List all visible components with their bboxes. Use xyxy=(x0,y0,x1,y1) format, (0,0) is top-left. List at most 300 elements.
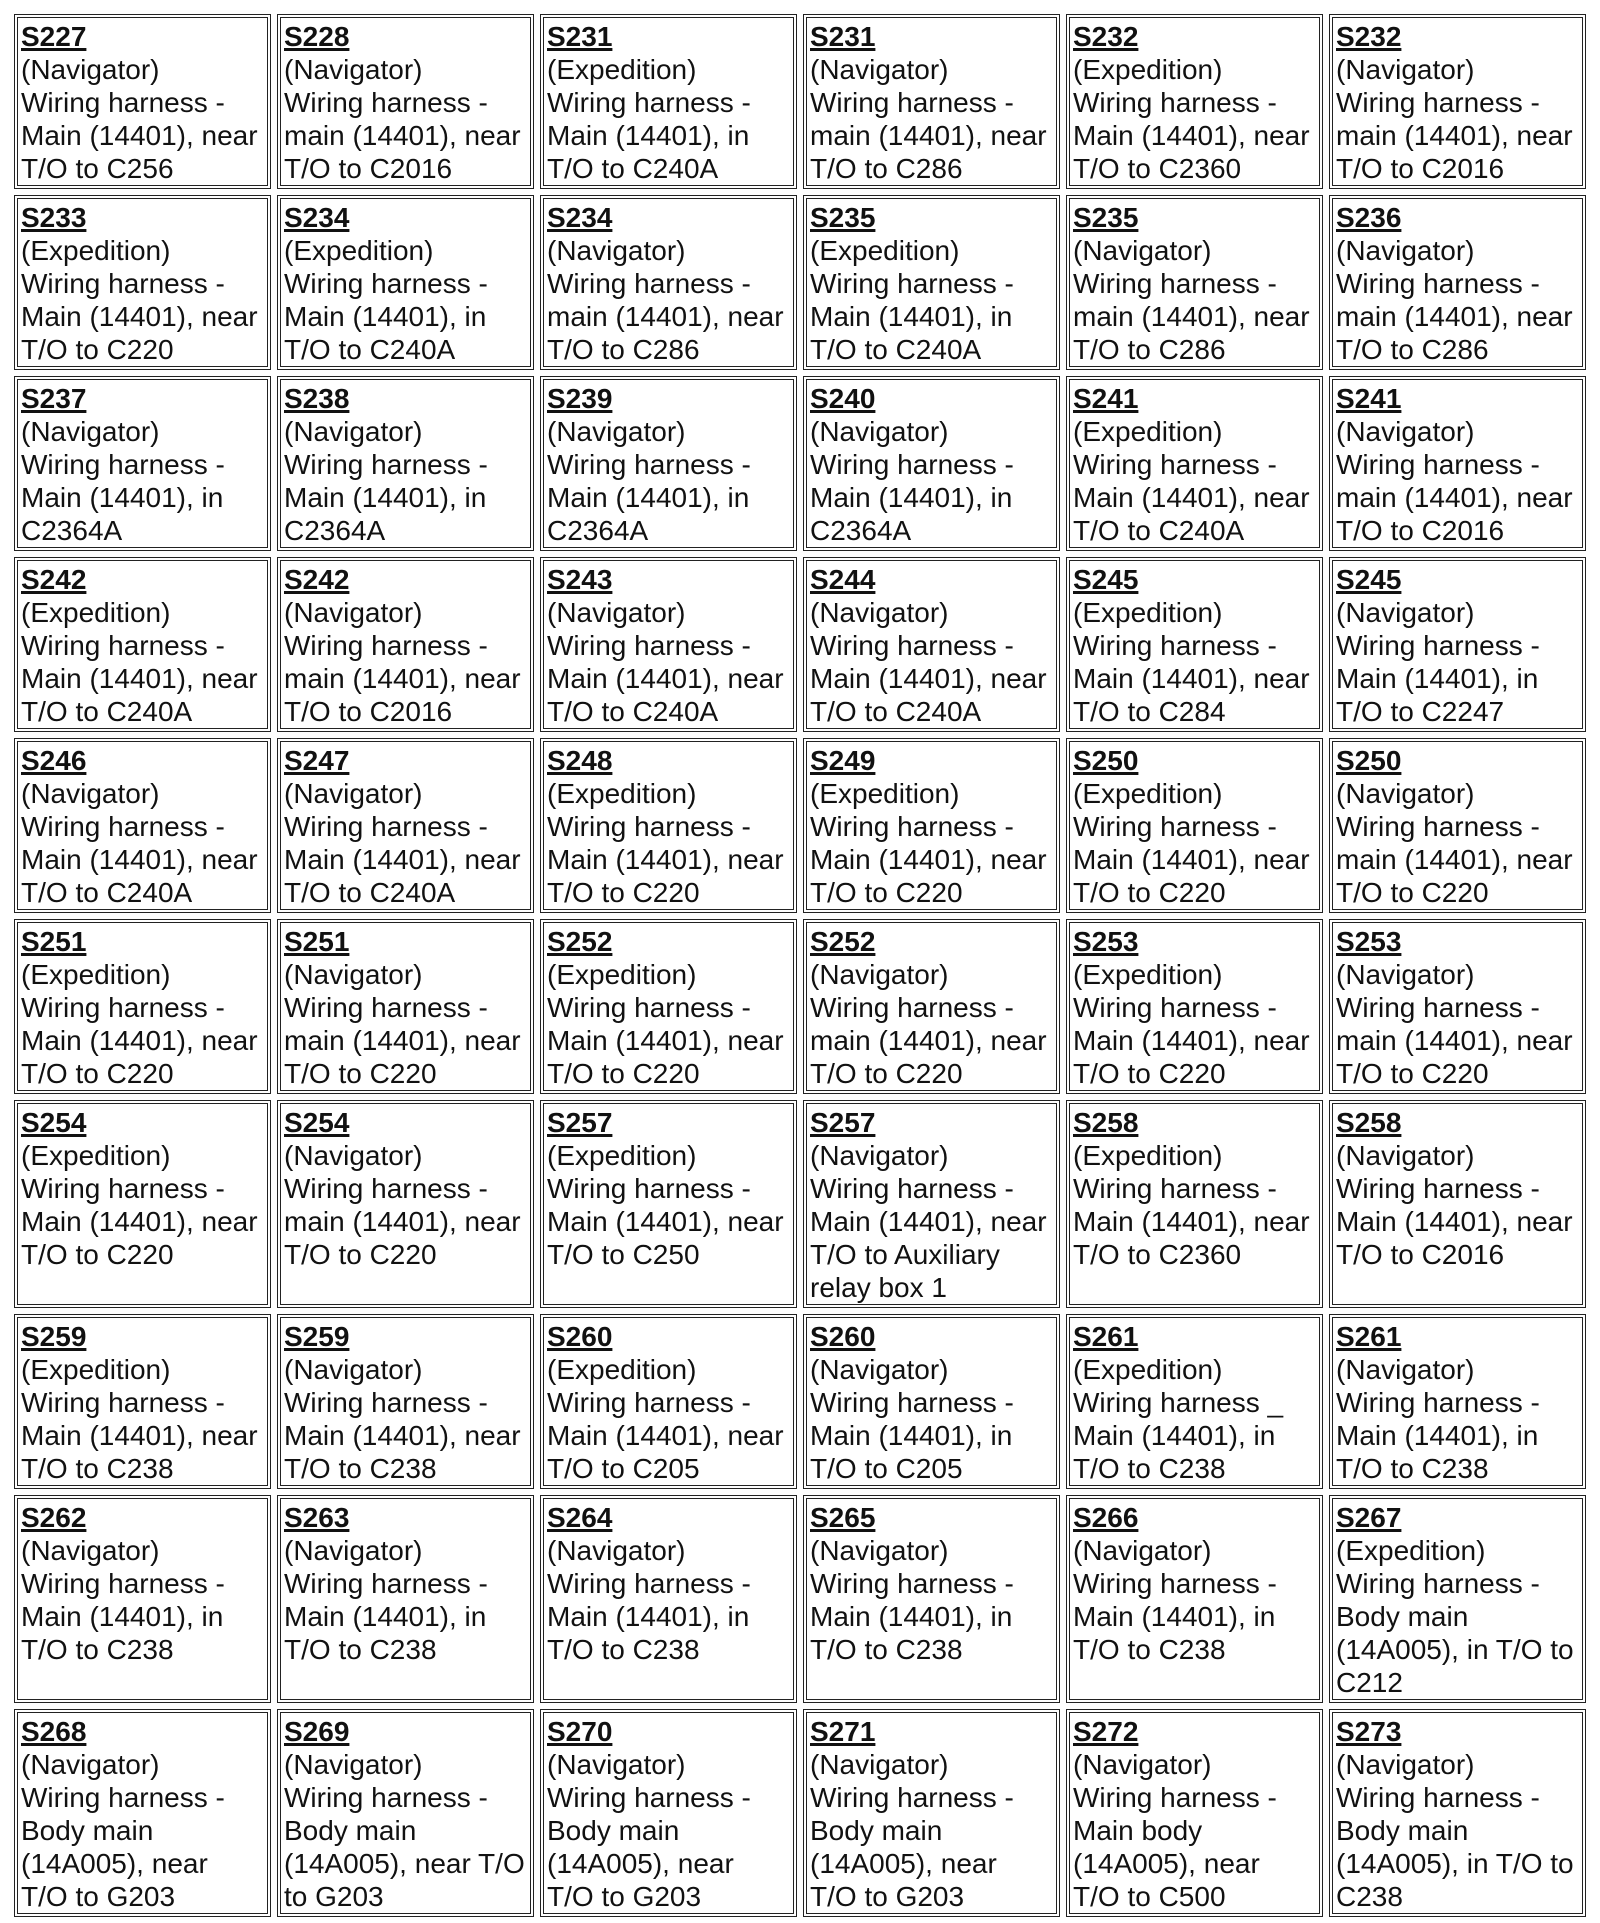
splice-cell xyxy=(277,557,534,732)
location-text: T/O to C238 xyxy=(284,1453,437,1484)
location-text: T/O to C240A xyxy=(284,877,456,908)
location-text: Wiring harness - xyxy=(810,992,1014,1023)
location-text: Wiring harness - xyxy=(547,87,751,118)
location-text: Wiring harness - xyxy=(21,1387,225,1418)
splice-code: S235 xyxy=(1073,202,1139,233)
location-text: main (14401), near xyxy=(1336,482,1573,513)
location-text: T/O to C240A xyxy=(547,153,719,184)
location-text: Body main xyxy=(1336,1815,1469,1846)
splice-code: S246 xyxy=(21,745,87,776)
location-text: T/O to C220 xyxy=(1336,1058,1489,1089)
location-text: Wiring harness - xyxy=(547,992,751,1023)
location-text: T/O to C284 xyxy=(1073,696,1226,727)
location-text: Wiring harness - xyxy=(810,1782,1014,1813)
location-text: Wiring harness - xyxy=(1336,1568,1540,1599)
splice-code: S244 xyxy=(810,564,876,595)
splice-code: S253 xyxy=(1073,926,1139,957)
location-text: main (14401), near xyxy=(1336,301,1573,332)
splice-code: S261 xyxy=(1336,1321,1402,1352)
location-text: Main (14401), near xyxy=(284,1420,521,1451)
location-text: main (14401), near xyxy=(1336,844,1573,875)
splice-code: S242 xyxy=(21,564,87,595)
location-text: (14A005), in T/O to xyxy=(1336,1848,1574,1879)
splice-code: S271 xyxy=(810,1716,876,1747)
location-text: main (14401), near xyxy=(810,120,1047,151)
location-text: T/O to C238 xyxy=(547,1634,700,1665)
location-text: Wiring harness - xyxy=(547,449,751,480)
splice-cell xyxy=(540,1100,797,1308)
location-text: Main (14401), near xyxy=(21,1420,258,1451)
splice-cell xyxy=(540,376,797,551)
table-row xyxy=(14,1709,1586,1917)
location-text: T/O to C240A xyxy=(284,334,456,365)
splice-code: S269 xyxy=(284,1716,350,1747)
location-text: Main (14401), near xyxy=(547,844,784,875)
vehicle-label: (Navigator) xyxy=(21,1535,160,1566)
splice-code: S231 xyxy=(810,21,876,52)
location-text: Wiring harness - xyxy=(1073,87,1277,118)
vehicle-label: (Navigator) xyxy=(284,1535,423,1566)
splice-cell xyxy=(540,1314,797,1489)
splice-cell xyxy=(277,1314,534,1489)
location-text: to G203 xyxy=(284,1881,384,1912)
vehicle-label: (Expedition) xyxy=(1336,1535,1486,1566)
splice-cell xyxy=(1066,1100,1323,1308)
splice-cell xyxy=(803,195,1060,370)
splice-cell xyxy=(14,1314,271,1489)
location-text: Body main xyxy=(21,1815,154,1846)
splice-cell xyxy=(277,376,534,551)
location-text: Main (14401), near xyxy=(1073,1206,1310,1237)
location-text: Main (14401), in xyxy=(284,1601,487,1632)
vehicle-label: (Navigator) xyxy=(810,1140,949,1171)
location-text: Body main xyxy=(547,1815,680,1846)
location-text: T/O to C2360 xyxy=(1073,153,1242,184)
splice-code: S251 xyxy=(21,926,87,957)
splice-cell xyxy=(1329,376,1586,551)
splice-cell xyxy=(14,1495,271,1703)
splice-cell xyxy=(803,1709,1060,1917)
location-text: C238 xyxy=(1336,1881,1403,1912)
location-text: T/O to C220 xyxy=(1073,1058,1226,1089)
location-text: Wiring harness - xyxy=(810,1173,1014,1204)
location-text: Main (14401), near xyxy=(1073,120,1310,151)
splice-cell xyxy=(1329,1314,1586,1489)
location-text: C2364A xyxy=(810,515,912,546)
location-text: Wiring harness - xyxy=(21,449,225,480)
location-text: main (14401), near xyxy=(284,1206,521,1237)
location-text: Wiring harness - xyxy=(21,268,225,299)
location-text: Wiring harness - xyxy=(1073,992,1277,1023)
vehicle-label: (Navigator) xyxy=(284,1749,423,1780)
vehicle-label: (Navigator) xyxy=(547,1749,686,1780)
location-text: Wiring harness - xyxy=(1336,992,1540,1023)
location-text: Wiring harness - xyxy=(284,630,488,661)
splice-code: S242 xyxy=(284,564,350,595)
splice-cell xyxy=(14,376,271,551)
location-text: T/O to G203 xyxy=(547,1881,702,1912)
vehicle-label: (Expedition) xyxy=(1073,54,1223,85)
location-text: Wiring harness - xyxy=(21,87,225,118)
vehicle-label: (Navigator) xyxy=(547,597,686,628)
vehicle-label: (Navigator) xyxy=(1073,235,1212,266)
location-text: Main (14401), near xyxy=(810,663,1047,694)
location-text: Wiring harness - xyxy=(1336,87,1540,118)
location-text: Main (14401), near xyxy=(810,844,1047,875)
splice-cell xyxy=(540,14,797,189)
location-text: T/O to C220 xyxy=(284,1058,437,1089)
splice-cell xyxy=(1329,1100,1586,1308)
location-text: T/O to C2016 xyxy=(1336,153,1505,184)
location-text: Main (14401), in xyxy=(1336,1420,1539,1451)
location-text: Wiring harness - xyxy=(1073,268,1277,299)
splice-cell xyxy=(1329,1495,1586,1703)
vehicle-label: (Navigator) xyxy=(1336,778,1475,809)
table-row xyxy=(14,376,1586,551)
vehicle-label: (Navigator) xyxy=(284,959,423,990)
vehicle-label: (Expedition) xyxy=(810,778,960,809)
splice-code: S258 xyxy=(1073,1107,1139,1138)
splice-cell xyxy=(277,14,534,189)
location-text: C2364A xyxy=(284,515,386,546)
splice-code: S270 xyxy=(547,1716,613,1747)
splice-code: S251 xyxy=(284,926,350,957)
splice-code: S267 xyxy=(1336,1502,1402,1533)
splice-cell xyxy=(540,195,797,370)
location-text: Main (14401), in xyxy=(284,301,487,332)
location-text: T/O to C500 xyxy=(1073,1881,1226,1912)
location-text: Wiring harness - xyxy=(547,268,751,299)
location-text: T/O to C220 xyxy=(1336,877,1489,908)
location-text: Main (14401), near xyxy=(1073,482,1310,513)
splice-code: S232 xyxy=(1336,21,1402,52)
splice-code: S262 xyxy=(21,1502,87,1533)
splice-cell xyxy=(1329,195,1586,370)
splice-cell xyxy=(540,738,797,913)
location-text: Main (14401), in xyxy=(810,1420,1013,1451)
splice-cell xyxy=(277,1100,534,1308)
vehicle-label: (Expedition) xyxy=(1073,1140,1223,1171)
splice-cell xyxy=(803,14,1060,189)
splice-code: S247 xyxy=(284,745,350,776)
splice-code: S233 xyxy=(21,202,87,233)
location-text: T/O to C220 xyxy=(810,1058,963,1089)
location-text: T/O to C220 xyxy=(284,1239,437,1270)
table-body xyxy=(14,14,1586,1917)
location-text: Main (14401), near xyxy=(21,120,258,151)
location-text: T/O to C2247 xyxy=(1336,696,1505,727)
location-text: (14A005), near xyxy=(547,1848,734,1879)
location-text: Wiring harness - xyxy=(1336,630,1540,661)
vehicle-label: (Navigator) xyxy=(810,1354,949,1385)
location-text: T/O to C240A xyxy=(547,696,719,727)
location-text: Wiring harness - xyxy=(1336,268,1540,299)
splice-cell xyxy=(1066,1314,1323,1489)
splice-code: S263 xyxy=(284,1502,350,1533)
splice-code: S261 xyxy=(1073,1321,1139,1352)
location-text: Wiring harness - xyxy=(21,811,225,842)
location-text: Wiring harness - xyxy=(547,1568,751,1599)
splice-code: S265 xyxy=(810,1502,876,1533)
location-text: T/O to C238 xyxy=(21,1453,174,1484)
splice-cell xyxy=(1329,1709,1586,1917)
location-text: Wiring harness - xyxy=(1073,811,1277,842)
splice-code: S273 xyxy=(1336,1716,1402,1747)
location-text: Main (14401), in xyxy=(21,1601,224,1632)
location-text: Main (14401), near xyxy=(1073,663,1310,694)
splice-code: S236 xyxy=(1336,202,1402,233)
location-text: Main body xyxy=(1073,1815,1203,1846)
vehicle-label: (Navigator) xyxy=(810,597,949,628)
location-text: T/O to C220 xyxy=(1073,877,1226,908)
location-text: Wiring harness - xyxy=(810,268,1014,299)
location-text: T/O to C238 xyxy=(1073,1634,1226,1665)
vehicle-label: (Navigator) xyxy=(284,597,423,628)
splice-code: S260 xyxy=(810,1321,876,1352)
vehicle-label: (Navigator) xyxy=(810,1535,949,1566)
vehicle-label: (Expedition) xyxy=(1073,959,1223,990)
splice-cell xyxy=(1066,1495,1323,1703)
location-text: T/O to C2016 xyxy=(1336,515,1505,546)
splice-cell xyxy=(540,919,797,1094)
location-text: Wiring harness - xyxy=(547,1173,751,1204)
table-row xyxy=(14,1100,1586,1308)
location-text: Wiring harness - xyxy=(547,811,751,842)
vehicle-label: (Expedition) xyxy=(547,1140,697,1171)
location-text: main (14401), near xyxy=(284,663,521,694)
vehicle-label: (Navigator) xyxy=(810,54,949,85)
splice-cell xyxy=(803,919,1060,1094)
location-text: T/O to G203 xyxy=(810,1881,965,1912)
vehicle-label: (Expedition) xyxy=(1073,1354,1223,1385)
location-text: Wiring harness - xyxy=(21,1782,225,1813)
location-text: T/O to C250 xyxy=(547,1239,700,1270)
splice-cell xyxy=(540,557,797,732)
table-row xyxy=(14,195,1586,370)
location-text: Wiring harness - xyxy=(21,992,225,1023)
splice-cell xyxy=(1066,376,1323,551)
location-text: Main (14401), near xyxy=(1073,844,1310,875)
splice-code: S245 xyxy=(1336,564,1402,595)
location-text: Main (14401), in xyxy=(21,482,224,513)
splice-cell xyxy=(1329,919,1586,1094)
location-text: Wiring harness - xyxy=(1073,1568,1277,1599)
location-text: Body main xyxy=(1336,1601,1469,1632)
location-text: Wiring harness - xyxy=(284,1173,488,1204)
location-text: relay box 1 xyxy=(810,1272,947,1303)
splice-cell xyxy=(14,195,271,370)
location-text: Body main xyxy=(810,1815,943,1846)
splice-code: S253 xyxy=(1336,926,1402,957)
splice-cell xyxy=(277,738,534,913)
location-text: Main (14401), near xyxy=(21,1206,258,1237)
location-text: Main (14401), near xyxy=(21,301,258,332)
location-text: T/O to C238 xyxy=(284,1634,437,1665)
location-text: Wiring harness - xyxy=(1336,811,1540,842)
location-text: T/O to C205 xyxy=(547,1453,700,1484)
location-text: T/O to C240A xyxy=(21,696,193,727)
location-text: Wiring harness - xyxy=(810,449,1014,480)
splice-code: S241 xyxy=(1336,383,1402,414)
splice-code: S259 xyxy=(284,1321,350,1352)
splice-cell xyxy=(803,376,1060,551)
location-text: main (14401), near xyxy=(1073,301,1310,332)
location-text: Main (14401), near xyxy=(547,663,784,694)
vehicle-label: (Expedition) xyxy=(21,1140,171,1171)
vehicle-label: (Navigator) xyxy=(1336,54,1475,85)
location-text: Wiring harness - xyxy=(284,449,488,480)
location-text: Wiring harness _ xyxy=(1073,1387,1284,1418)
location-text: Wiring harness - xyxy=(284,87,488,118)
splice-cell xyxy=(1329,738,1586,913)
location-text: Main (14401), in xyxy=(1336,663,1539,694)
splice-cell xyxy=(803,1495,1060,1703)
location-text: Body main xyxy=(284,1815,417,1846)
vehicle-label: (Expedition) xyxy=(21,959,171,990)
vehicle-label: (Expedition) xyxy=(810,235,960,266)
location-text: C212 xyxy=(1336,1667,1403,1698)
location-text: Wiring harness - xyxy=(547,1782,751,1813)
location-text: T/O to C220 xyxy=(21,1239,174,1270)
vehicle-label: (Navigator) xyxy=(284,778,423,809)
splice-code: S254 xyxy=(21,1107,87,1138)
location-text: T/O to C240A xyxy=(21,877,193,908)
vehicle-label: (Navigator) xyxy=(1336,416,1475,447)
vehicle-label: (Expedition) xyxy=(1073,778,1223,809)
splice-cell xyxy=(540,1709,797,1917)
splice-code: S228 xyxy=(284,21,350,52)
vehicle-label: (Navigator) xyxy=(810,416,949,447)
location-text: T/O to C220 xyxy=(547,877,700,908)
table-row xyxy=(14,1314,1586,1489)
splice-cell xyxy=(1329,557,1586,732)
splice-cell xyxy=(1066,1709,1323,1917)
location-text: Wiring harness - xyxy=(1336,1782,1540,1813)
splice-cell xyxy=(277,919,534,1094)
location-text: T/O to C2016 xyxy=(1336,1239,1505,1270)
location-text: main (14401), near xyxy=(284,1025,521,1056)
vehicle-label: (Navigator) xyxy=(810,1749,949,1780)
location-text: T/O to C2016 xyxy=(284,696,453,727)
vehicle-label: (Navigator) xyxy=(547,1535,686,1566)
location-text: Wiring harness - xyxy=(1073,449,1277,480)
vehicle-label: (Expedition) xyxy=(547,1354,697,1385)
splice-code: S248 xyxy=(547,745,613,776)
location-text: Main (14401), in xyxy=(810,482,1013,513)
table-row xyxy=(14,557,1586,732)
splice-code: S257 xyxy=(547,1107,613,1138)
vehicle-label: (Navigator) xyxy=(21,416,160,447)
splice-cell xyxy=(277,1709,534,1917)
splice-cell xyxy=(1066,738,1323,913)
location-text: main (14401), near xyxy=(1336,1025,1573,1056)
location-text: T/O to Auxiliary xyxy=(810,1239,1000,1270)
location-text: Main (14401), in xyxy=(547,482,750,513)
location-text: Wiring harness - xyxy=(1336,1387,1540,1418)
vehicle-label: (Navigator) xyxy=(284,1354,423,1385)
splice-code: S250 xyxy=(1073,745,1139,776)
splice-code: S254 xyxy=(284,1107,350,1138)
location-text: T/O to C238 xyxy=(1336,1453,1489,1484)
splice-code: S237 xyxy=(21,383,87,414)
vehicle-label: (Navigator) xyxy=(284,416,423,447)
vehicle-label: (Navigator) xyxy=(1336,597,1475,628)
splice-code: S252 xyxy=(547,926,613,957)
vehicle-label: (Expedition) xyxy=(284,235,434,266)
location-text: Main (14401), near xyxy=(284,844,521,875)
splice-cell xyxy=(1329,14,1586,189)
location-text: Main (14401), in xyxy=(810,301,1013,332)
splice-cell xyxy=(1066,919,1323,1094)
splice-cell xyxy=(803,1314,1060,1489)
vehicle-label: (Navigator) xyxy=(810,959,949,990)
vehicle-label: (Navigator) xyxy=(1336,959,1475,990)
vehicle-label: (Navigator) xyxy=(547,416,686,447)
splice-code: S238 xyxy=(284,383,350,414)
location-text: T/O to C286 xyxy=(810,153,963,184)
splice-code: S258 xyxy=(1336,1107,1402,1138)
vehicle-label: (Expedition) xyxy=(21,235,171,266)
splice-code: S235 xyxy=(810,202,876,233)
splice-cell xyxy=(803,1100,1060,1308)
location-text: T/O to C220 xyxy=(21,1058,174,1089)
location-text: C2364A xyxy=(21,515,123,546)
location-text: T/O to C205 xyxy=(810,1453,963,1484)
vehicle-label: (Navigator) xyxy=(1073,1535,1212,1566)
splice-cell xyxy=(277,195,534,370)
location-text: Wiring harness - xyxy=(21,630,225,661)
location-text: main (14401), near xyxy=(1336,120,1573,151)
location-text: Wiring harness - xyxy=(1073,630,1277,661)
vehicle-label: (Expedition) xyxy=(547,778,697,809)
splice-cell xyxy=(14,1100,271,1308)
location-text: T/O to C238 xyxy=(1073,1453,1226,1484)
location-text: T/O to C240A xyxy=(810,696,982,727)
location-text: (14A005), near xyxy=(810,1848,997,1879)
splice-cell xyxy=(1066,195,1323,370)
table-row xyxy=(14,1495,1586,1703)
splice-cell xyxy=(803,738,1060,913)
location-text: (14A005), in T/O to xyxy=(1336,1634,1574,1665)
location-text: Wiring harness - xyxy=(810,811,1014,842)
location-text: Main (14401), near xyxy=(21,663,258,694)
table-row xyxy=(14,919,1586,1094)
splice-cell xyxy=(540,1495,797,1703)
location-text: Wiring harness - xyxy=(21,1568,225,1599)
vehicle-label: (Navigator) xyxy=(21,54,160,85)
table-row xyxy=(14,738,1586,913)
splice-cell xyxy=(277,1495,534,1703)
splice-code: S264 xyxy=(547,1502,613,1533)
splice-code: S252 xyxy=(810,926,876,957)
splice-cell xyxy=(803,557,1060,732)
location-text: main (14401), near xyxy=(810,1025,1047,1056)
splice-code: S245 xyxy=(1073,564,1139,595)
splice-code: S234 xyxy=(284,202,350,233)
splice-code: S260 xyxy=(547,1321,613,1352)
location-text: Wiring harness - xyxy=(284,1387,488,1418)
vehicle-label: (Navigator) xyxy=(547,235,686,266)
splice-code: S272 xyxy=(1073,1716,1139,1747)
location-text: Wiring harness - xyxy=(284,1568,488,1599)
location-text: Main (14401), in xyxy=(284,482,487,513)
vehicle-label: (Navigator) xyxy=(1336,1749,1475,1780)
splice-cell xyxy=(14,557,271,732)
location-text: T/O to C238 xyxy=(21,1634,174,1665)
location-text: Wiring harness - xyxy=(810,1568,1014,1599)
location-text: T/O to C286 xyxy=(1073,334,1226,365)
location-text: T/O to C238 xyxy=(810,1634,963,1665)
